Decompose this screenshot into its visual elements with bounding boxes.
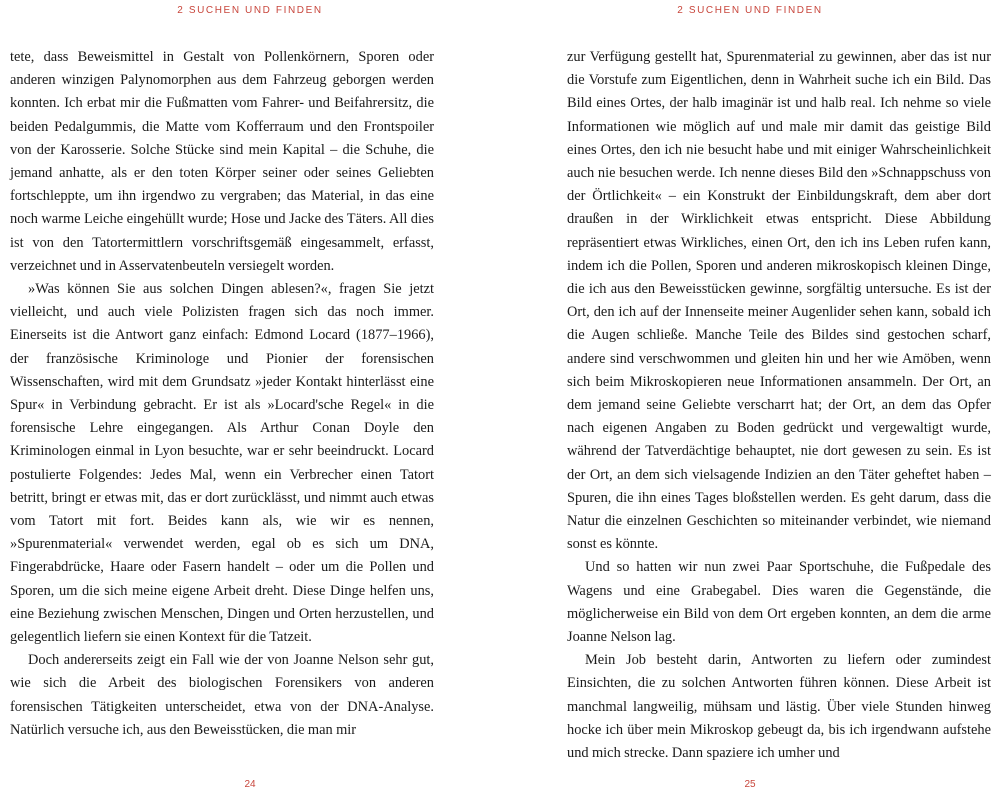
body-text (10, 46, 434, 742)
paragraph: »Was können Sie aus solchen Dingen ablesen?«, fragen Sie jetzt vielleicht, und auch viele Polizisten fragen sich das noch immer. Einerseits ist die Antwort ganz einfach: Edmond Locard (1877–1966), der französische Kriminologe und Pionier der forensischen Wissenschaften, wird mit dem Grundsatz »jeder Kontakt hinterlässt eine Spur« in Verbindung gebracht. Er ist als »Locard'sche Regel« in die forensische Lehre eingegangen. Als Arthur Conan Doyle den Kriminologen einmal in Lyon besuchte, war er sehr beeindruckt. Locard postulierte Folgendes: Jedes Mal, wenn ein Verbrecher einen Tatort betritt, bringt er etwas mit, das er dort zurücklässt, und nimmt auch etwas vom Tatort mit fort. Beides kann als, wie wir es nennen, »Spurenmaterial« verwendet werden, egal ob es sich um DNA, Fingerabdrücke, Haare oder Fasern handelt – oder um die Pollen und Sporen, um die sich meine eigene Arbeit dreht. Diese Dinge helfen uns, eine Beziehung zwischen Menschen, Dingen und Orten herzustellen, und gelegentlich liefern sie einen Kontext für die Tatzeit. (10, 281, 434, 646)
running-head: 2 SUCHEN UND FINDEN (677, 5, 823, 16)
paragraph: Mein Job besteht darin, Antworten zu liefern oder zumindest Einsichten, die zu solchen Antworten führen können. Diese Arbeit ist manchmal langweilig, mühsam und lästig. Über viele Stunden hinweg hocke ich über mein Mikroskop gebeugt da, bis ich irgendwann aufstehe und mich strecke. Dann spaziere ich umher und (567, 652, 991, 762)
paragraph: zur Verfügung gestellt hat, Spurenmaterial zu gewinnen, aber das ist nur die Vorstufe zum Eigentlichen, denn in Wahrheit suche ich ein Bild. Das Bild eines Ortes, der halb imaginär ist und halb real. Ich nehme so viele Informationen wie möglich auf und male mir damit das geistige Bild eines Ortes, den ich nie besucht habe und mit einiger Wahrscheinlichkeit auch nie besuchen werde. Ich nenne dieses Bild den »Schnappschuss von der Örtlichkeit« – ein Konstrukt der Einbildungskraft, dem aber dort draußen in der Wirklichkeit etwas entspricht. Diese Abbildung repräsentiert etwas Wirkliches, einen Ort, den ich ins Leben rufen kann, indem ich die Pollen, Sporen und anderen mikroskopisch kleinen Dinge, die ich aus den Beweisstücken gewinne, sorgfältig untersuche. Es ist der Ort, den ich auf der Innenseite meiner Augenlider sehen kann, sobald ich die Augen schließe. Manche Teile des Bildes sind gestochen scharf, andere sind verschwommen und gleiten hin und her wie Amöben, wenn sich beim Mikroskopieren neue Informationen ansammeln. Der Ort, an dem jemand seine Geliebte verscharrt hat; der Ort, an dem das Opfer nach eigenen Angaben zu Boden gedrückt und vergewaltigt wurde, während der Tatverdächtige behauptet, nie dort gewesen zu sein. Es ist der Ort, an dem sich vielsagende Indizien an den Täter geheftet haben – Spuren, die ihn eines Tages bloßstellen werden. Es geht darum, dass die Natur die einzelnen Geschichten so miteinander verbindet, wie niemand sonst es könnte. (567, 49, 991, 553)
page-number: 24 (244, 779, 256, 790)
paragraph: tete, dass Beweismittel in Gestalt von Pollenkörnern, Sporen oder anderen winzigen Palynomorphen aus dem Fahrzeug geborgen werden konnten. Ich erbat mir die Fußmatten vom Fahrer- und Beifahrersitz, die beiden Pedalgummis, die Matte vom Kofferraum und den Frontspoiler von der Karosserie. Solche Stücke sind mein Kapital – die Schuhe, die jemand anhatte, als er den toten Körper seiner oder seines Geliebten fortschleppte, um ihn irgendwo zu vergraben; das Material, in das eine noch warme Leiche eingehüllt wurde; Hose und Jacke des Täters. All dies ist von den Tatortermittlern vorschriftsgemäß eingesammelt, erfasst, verzeichnet und in Asservatenbeuteln versiegelt worden. (10, 49, 434, 274)
page-number: 25 (744, 779, 756, 790)
right-page (500, 0, 1000, 800)
body-text (567, 46, 991, 765)
running-head: 2 SUCHEN UND FINDEN (177, 5, 323, 16)
paragraph: Doch andererseits zeigt ein Fall wie der von Joanne Nelson sehr gut, wie sich die Arbeit des biologischen Forensikers von anderen forensischen Tätigkeiten unterscheidet, etwa von der DNA-Analyse. Natürlich versuche ich, aus den Beweisstücken, die man mir (10, 652, 434, 738)
paragraph: Und so hatten wir nun zwei Paar Sportschuhe, die Fußpedale des Wagens und eine Grabegabel. Dies waren die Gegenstände, die möglicherweise ein Bild von dem Ort ergeben konnten, an dem die arme Joanne Nelson lag. (567, 559, 991, 646)
